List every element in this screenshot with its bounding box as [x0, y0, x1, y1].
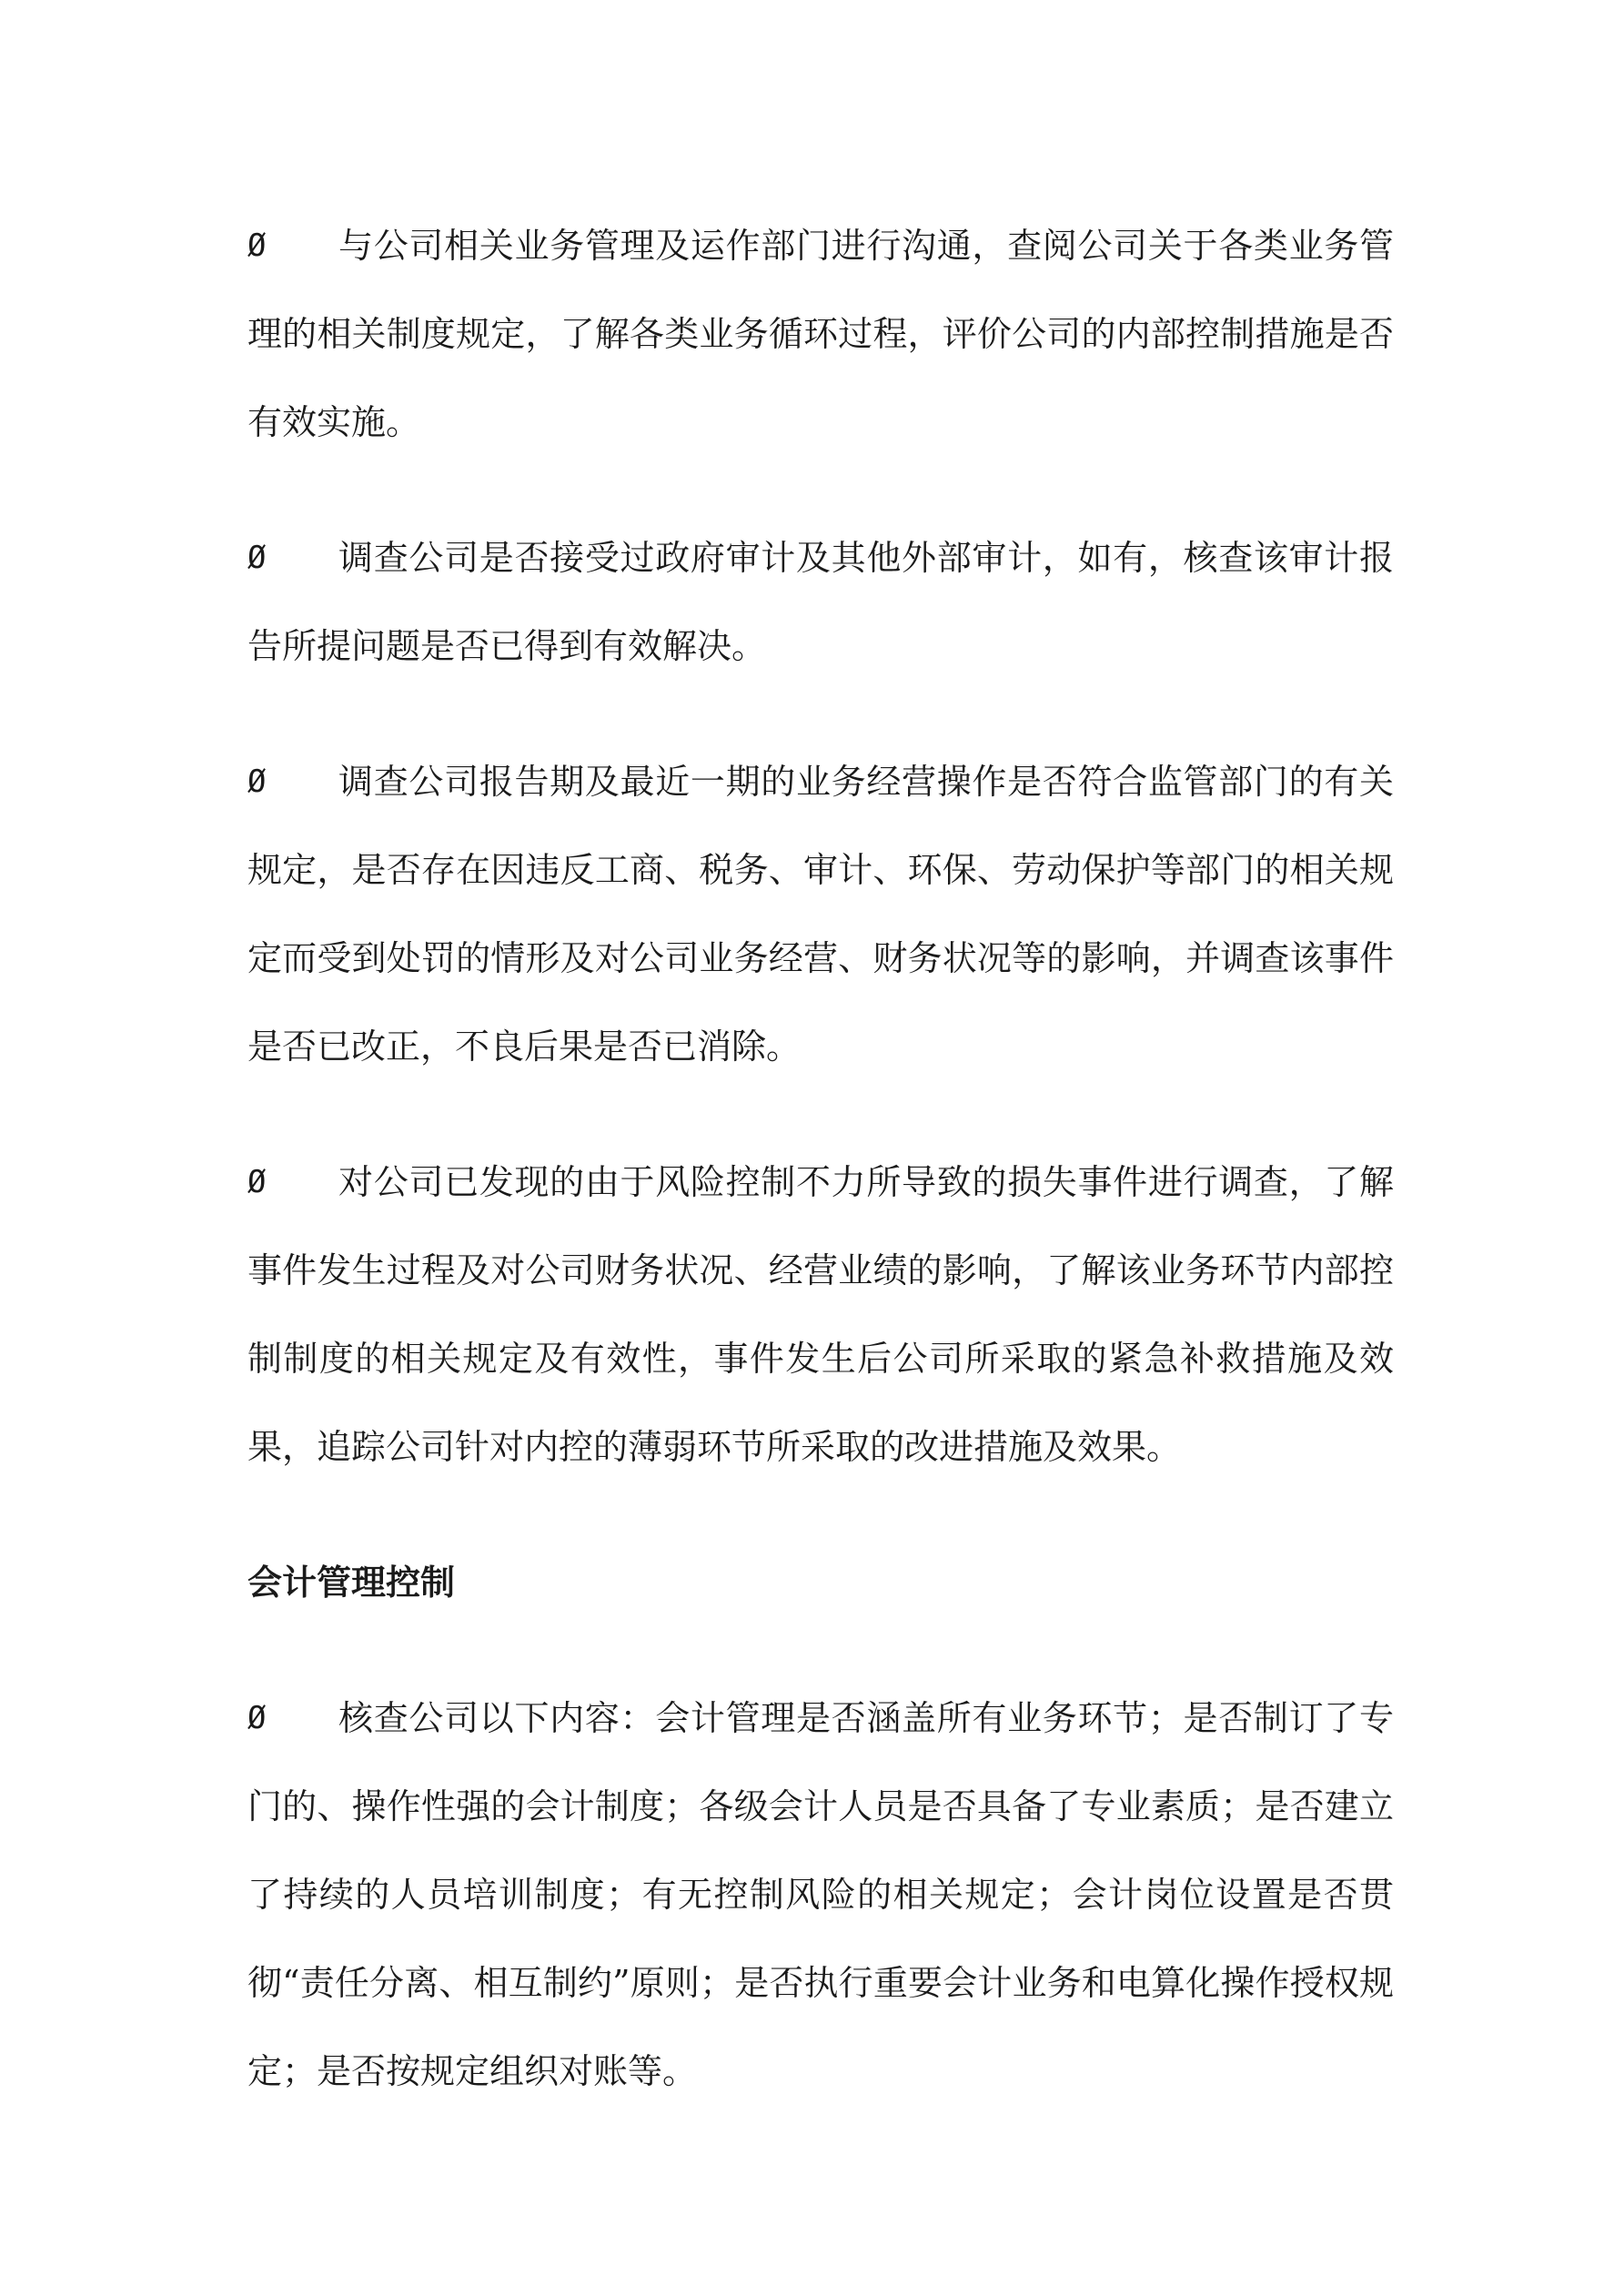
paragraph-text: 调查公司是否接受过政府审计及其他外部审计，如有，核查该审计报告所提问题是否已得到有效解决。 [247, 538, 1394, 666]
bullet-marker: Ø [247, 1164, 267, 1200]
bullet-marker: Ø [247, 1700, 267, 1736]
bullet-paragraph-1 [247, 202, 1394, 467]
bullet-paragraph-5 [247, 1674, 1394, 2116]
section-heading: 会计管理控制 [247, 1563, 456, 1603]
bullet-paragraph-2 [247, 514, 1394, 691]
paragraph-text: 对公司已发现的由于风险控制不力所导致的损失事件进行调查，了解事件发生过程及对公司财务状况、经营业绩的影响，了解该业务环节内部控制制度的相关规定及有效性，事件发生后公司所采取的紧急补救措施及效果，追踪公司针对内控的薄弱环节所采取的改进措施及效果。 [247, 1162, 1394, 1467]
bullet-marker: Ø [247, 228, 267, 264]
bullet-marker: Ø [247, 540, 267, 576]
bullet-marker: Ø [247, 764, 267, 800]
bullet-paragraph-4 [247, 1138, 1394, 1492]
paragraph-text: 调查公司报告期及最近一期的业务经营操作是否符合监管部门的有关规定，是否存在因违反工商、税务、审计、环保、劳动保护等部门的相关规定而受到处罚的情形及对公司业务经营、财务状况等的影响，并调查该事件是否已改正，不良后果是否已消除。 [247, 762, 1394, 1067]
bullet-paragraph-3 [247, 738, 1394, 1091]
document-page [247, 202, 1394, 2163]
paragraph-text: 核查公司以下内容：会计管理是否涵盖所有业务环节；是否制订了专门的、操作性强的会计制度；各级会计人员是否具备了专业素质；是否建立了持续的人员培训制度；有无控制风险的相关规定；会计岗位设置是否贯彻“责任分离、相互制约”原则；是否执行重要会计业务和电算化操作授权规定；是否按规定组织对账等。 [247, 1698, 1394, 2091]
paragraph-text: 与公司相关业务管理及运作部门进行沟通，查阅公司关于各类业务管理的相关制度规定，了解各类业务循环过程，评价公司的内部控制措施是否有效实施。 [247, 226, 1394, 442]
